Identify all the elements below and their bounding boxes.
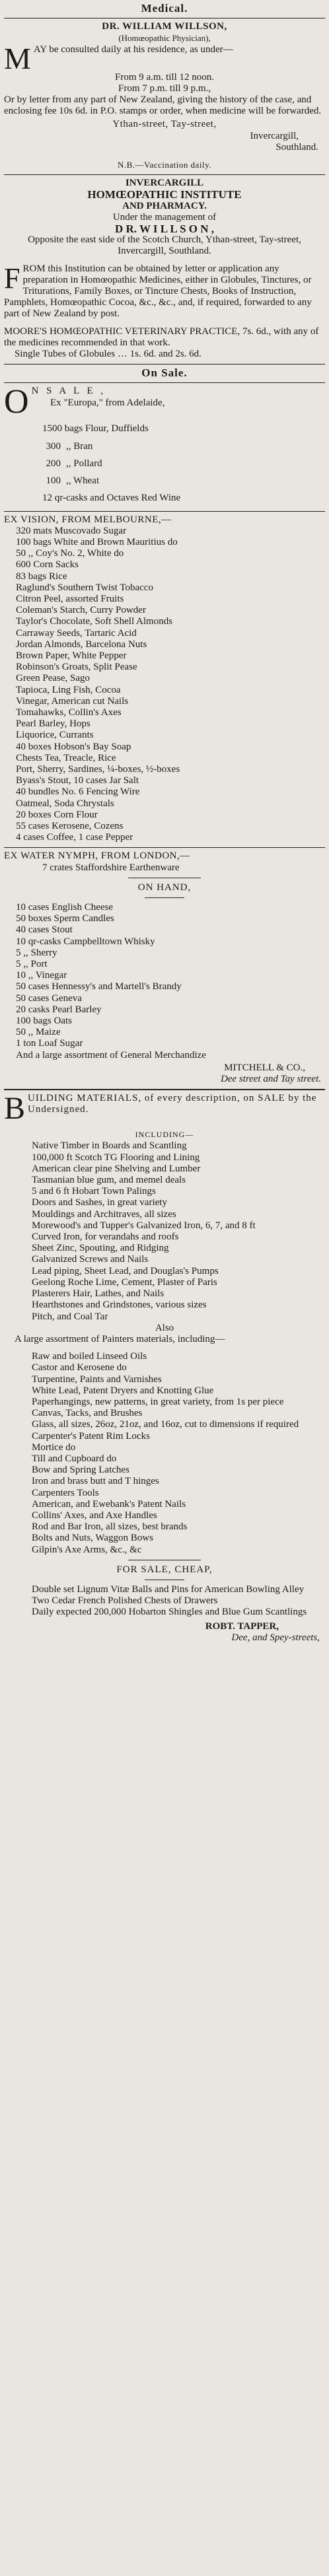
institute-line-1: INVERCARGILL: [125, 178, 204, 189]
list-item: 40 bundles No. 6 Fencing Wire: [16, 786, 140, 798]
list-item: Taylor's Chocolate, Soft Shell Almonds: [16, 616, 173, 627]
divider: [4, 847, 325, 848]
tapper-signature: ROBT. TAPPER,: [205, 1620, 279, 1632]
list-item: Brown Paper, White Pepper: [16, 650, 127, 661]
list-item: Pearl Barley, Hops: [16, 718, 91, 730]
for-sale-list: [4, 1584, 325, 1619]
medical-body: M AY be consulted daily at his residence, as under—: [4, 41, 233, 75]
list-item: 5 ,, Sherry: [16, 947, 57, 958]
section-heading-on-sale: On Sale.: [141, 366, 188, 380]
list-item: 4 cases Coffee, 1 case Pepper: [16, 832, 133, 843]
list-item: 83 bags Rice: [16, 571, 67, 582]
list-item: 20 boxes Corn Flour: [16, 809, 98, 820]
list-item: 55 cases Kerosene, Cozens: [16, 820, 124, 831]
signature-name: MITCHELL & CO.,: [224, 1062, 305, 1073]
on-sale-sub: Ex "Europa," from Adelaide,: [50, 397, 165, 408]
list-item: Native Timber in Boards and Scantling: [32, 1140, 187, 1152]
institute-line-3: AND PHARMACY.: [122, 200, 207, 211]
list-item: Gilpin's Axe Arms, &c., &c: [32, 1544, 142, 1555]
drop-cap: M: [4, 41, 31, 75]
list-item: Byass's Stout, 10 cases Jar Salt: [16, 775, 139, 786]
list-item: Rod and Bar Iron, all sizes, best brands: [32, 1521, 188, 1533]
list-item: 40 boxes Hobson's Bay Soap: [16, 741, 131, 752]
on-sale-item: 1500 bags Flour, Duffields: [42, 423, 149, 435]
divider: [4, 511, 325, 512]
list-item: Canvas, Tacks, and Brushes: [32, 1408, 143, 1419]
drop-cap: B: [4, 1091, 26, 1127]
list-item: Tapioca, Ling Fish, Cocoa: [16, 684, 121, 695]
list-item: Vinegar, American cut Nails: [16, 695, 129, 707]
medical-note: N.B.—Vaccination daily.: [117, 160, 212, 170]
list-item: Daily expected 200,000 Hobarton Shingles and Blue Gum Scantlings: [32, 1607, 307, 1618]
medical-hours-1: From 9 a.m. till 12 noon.: [115, 71, 214, 83]
list-item: Raglund's Southern Twist Tobacco: [16, 582, 153, 593]
list-item: Robinson's Groats, Split Pease: [16, 662, 137, 673]
list-item: Doors and Sashes, in great variety: [32, 1197, 167, 1208]
list-item: Sheet Zinc, Spouting, and Ridging: [32, 1243, 169, 1254]
list-item: 50 ,, Maize: [16, 1027, 61, 1038]
list-item: Curved Iron, for verandahs and roofs: [32, 1232, 179, 1243]
institute-body: F ROM this Institution can be obtained by letter or application any preparation in Homœopathic Medicines, either in Globules, Tinctures, or Triturations, Family Boxes, or Tincture Chests, Books of Instruction, Pamphlets, Homœopathic Cocoa, &c., &c., and, if required, forwarded to any part of New Zealand by post.: [4, 261, 312, 320]
list-item: 50 cases Geneva: [16, 992, 82, 1004]
divider: [4, 174, 325, 175]
section-heading-medical: Medical.: [141, 2, 188, 15]
list-item: Geelong Roche Lime, Cement, Plaster of Paris: [32, 1276, 217, 1288]
list-item: Mortice do: [32, 1442, 76, 1453]
list-item: 100 bags White and Brown Mauritius do: [16, 536, 178, 547]
list-item: Turpentine, Paints and Varnishes: [32, 1374, 162, 1385]
list-item: 1 ton Loaf Sugar: [16, 1038, 83, 1049]
vision-list: [4, 526, 325, 844]
list-item: American clear pine Shelving and Lumber: [32, 1163, 201, 1174]
medical-hours-2: From 7 p.m. till 9 p.m.,: [118, 83, 211, 94]
water-heading: EX WATER NYMPH, FROM LONDON,—: [4, 851, 190, 862]
list-item: Castor and Kerosene do: [32, 1362, 127, 1374]
list-item: 50 cases Hennessy's and Martell's Brandy: [16, 981, 182, 992]
list-item: Port, Sherry, Sardines, ¼-boxes, ½-boxes: [16, 763, 180, 775]
tapper-address: Dee, and Spey-streets,: [231, 1632, 320, 1643]
list-item: 5 ,, Port: [16, 959, 48, 970]
list-item: 600 Corn Sacks: [16, 559, 79, 571]
medical-address-1: Ythan-street, Tay-street,: [112, 119, 217, 130]
institute-line-5: D R. W I L L S O N ,: [114, 223, 215, 236]
list-item: Galvanized Screws and Nails: [32, 1254, 149, 1265]
institute-body-3: Single Tubes of Globules … 1s. 6d. and 2s. 6d.: [15, 349, 201, 360]
list-item: Carpenter's Patent Rim Locks: [32, 1430, 150, 1442]
building-head: B UILDING MATERIALS, of every description, on SALE by the Undersigned.: [4, 1091, 317, 1127]
list-item: Mouldings and Architraves, all sizes: [32, 1208, 176, 1220]
list-item: Green Pease, Sago: [16, 673, 91, 684]
on-sale-item: 12 qr-casks and Octaves Red Wine: [42, 493, 181, 504]
on-sale-title: N S A L E ,: [31, 386, 106, 397]
list-item: Bow and Spring Latches: [32, 1465, 129, 1476]
list-item: Plasterers Hair, Lathes, and Nails: [32, 1288, 164, 1300]
list-item: Carraway Seeds, Tartaric Acid: [16, 627, 137, 639]
drop-cap: F: [4, 261, 20, 295]
list-item: Liquorice, Currants: [16, 730, 94, 741]
physician-subtitle: (Homœopathic Physician),: [118, 33, 211, 44]
medical-address-2: Invercargill,: [250, 130, 299, 141]
list-item: Chests Tea, Treacle, Rice: [16, 752, 116, 763]
including-heading: INCLUDING—: [135, 1130, 194, 1140]
on-sale-item: 200 ,, Pollard: [46, 458, 102, 469]
list-item: Tasmanian blue gum, and memel deals: [32, 1175, 186, 1186]
list-item: Till and Cupboard do: [32, 1453, 117, 1464]
institute-line-4: Under the management of: [112, 211, 217, 223]
list-item: Pitch, and Coal Tar: [32, 1311, 108, 1322]
drop-cap: O: [4, 383, 29, 421]
list-item: Lead piping, Sheet Lead, and Douglas's Pumps: [32, 1265, 219, 1276]
institute-body-2: MOORE'S HOMŒOPATHIC VETERINARY PRACTICE, 7s. 6d., with any of the medicines recommended in that work.: [4, 326, 319, 348]
divider: [4, 1089, 325, 1090]
list-item: American, and Ewebank's Patent Nails: [32, 1498, 186, 1510]
list-item: 50 ,, Coy's No. 2, White do: [16, 548, 124, 559]
on-hand-heading: ON HAND,: [137, 882, 192, 893]
list-item: 10 ,, Vinegar: [16, 970, 67, 981]
on-sale-head: [4, 383, 325, 421]
on-hand-list: [4, 902, 325, 1061]
medical-body-2: Or by letter from any part of New Zealand, giving the history of the case, and enclosing fee 10s 6d. in P.O. stamps or order, when medicine will be forwarded.: [4, 94, 322, 117]
list-item: Raw and boiled Linseed Oils: [32, 1351, 147, 1362]
list-item: Bolts and Nuts, Waggon Bows: [32, 1533, 153, 1544]
divider: [4, 364, 325, 365]
list-item: Citron Peel, assorted Fruits: [16, 593, 124, 604]
water-item: 7 crates Staffordshire Earthenware: [42, 862, 180, 873]
list-item: 100 bags Oats: [16, 1016, 72, 1027]
list-item: Jordan Almonds, Barcelona Nuts: [16, 639, 147, 650]
on-sale-item: 100 ,, Wheat: [46, 475, 100, 487]
list-item: Coleman's Starch, Curry Powder: [16, 605, 146, 616]
list-item: White Lead, Patent Dryers and Knotting Glue: [32, 1385, 214, 1396]
building-list: [4, 1140, 325, 1322]
list-item: Morewood's and Tupper's Galvanized Iron, 6, 7, and 8 ft: [32, 1220, 256, 1231]
list-item: 20 casks Pearl Barley: [16, 1004, 102, 1015]
list-item: Paperhangings, new patterns, in great variety, from 1s per piece: [32, 1396, 284, 1407]
for-sale-heading: FOR SALE, CHEAP,: [116, 1564, 213, 1575]
list-item: 320 mats Muscovado Sugar: [16, 525, 127, 536]
list-item: Tomahawks, Collin's Axes: [16, 707, 122, 718]
list-item: Iron and brass butt and T hinges: [32, 1476, 159, 1487]
newspaper-column: [4, 3, 325, 1644]
on-sale-item: 300 ,, Bran: [46, 440, 93, 452]
list-item: 50 boxes Sperm Candles: [16, 913, 114, 924]
list-item: Glass, all sizes, 26oz, 21oz, and 16oz, cut to dimensions if required: [32, 1419, 299, 1430]
list-item: Oatmeal, Soda Chrystals: [16, 798, 114, 809]
divider: [4, 382, 325, 383]
list-item: 10 qr-casks Campbelltown Whisky: [16, 936, 155, 947]
list-item: 100,000 ft Scotch TG Flooring and Lining: [32, 1152, 200, 1163]
painters-list: [4, 1351, 325, 1556]
physician-name: DR. WILLIAM WILLSON,: [102, 21, 227, 32]
list-item: 40 cases Stout: [16, 924, 73, 936]
also-heading: Also: [155, 1322, 174, 1333]
institute-line-2: HOMŒOPATHIC INSTITUTE: [87, 188, 242, 201]
divider: [145, 897, 184, 898]
list-item: 10 cases English Cheese: [16, 902, 114, 913]
also-text: A large assortment of Painters materials, including—: [15, 1333, 225, 1344]
vision-heading: EX VISION, FROM MELBOURNE,—: [4, 514, 172, 525]
list-item: Hearthstones and Grindstones, various sizes: [32, 1300, 207, 1311]
medical-address-3: Southland.: [275, 141, 318, 153]
list-item: Double set Lignum Vitæ Balls and Pins for American Bowling Alley: [32, 1584, 305, 1595]
list-item: Collins' Axes, and Axe Handles: [32, 1510, 157, 1521]
list-item: And a large assortment of General Merchandize: [16, 1049, 206, 1061]
list-item: Carpenters Tools: [32, 1487, 99, 1498]
institute-line-6: Opposite the east side of the Scotch Church, Ythan-street, Tay-street, Invercargill, Southland.: [28, 234, 301, 257]
signature-address: Dee street and Tay street.: [220, 1074, 321, 1085]
list-item: Two Cedar French Polished Chests of Drawers: [32, 1595, 218, 1607]
list-item: 5 and 6 ft Hobart Town Palings: [32, 1186, 156, 1197]
